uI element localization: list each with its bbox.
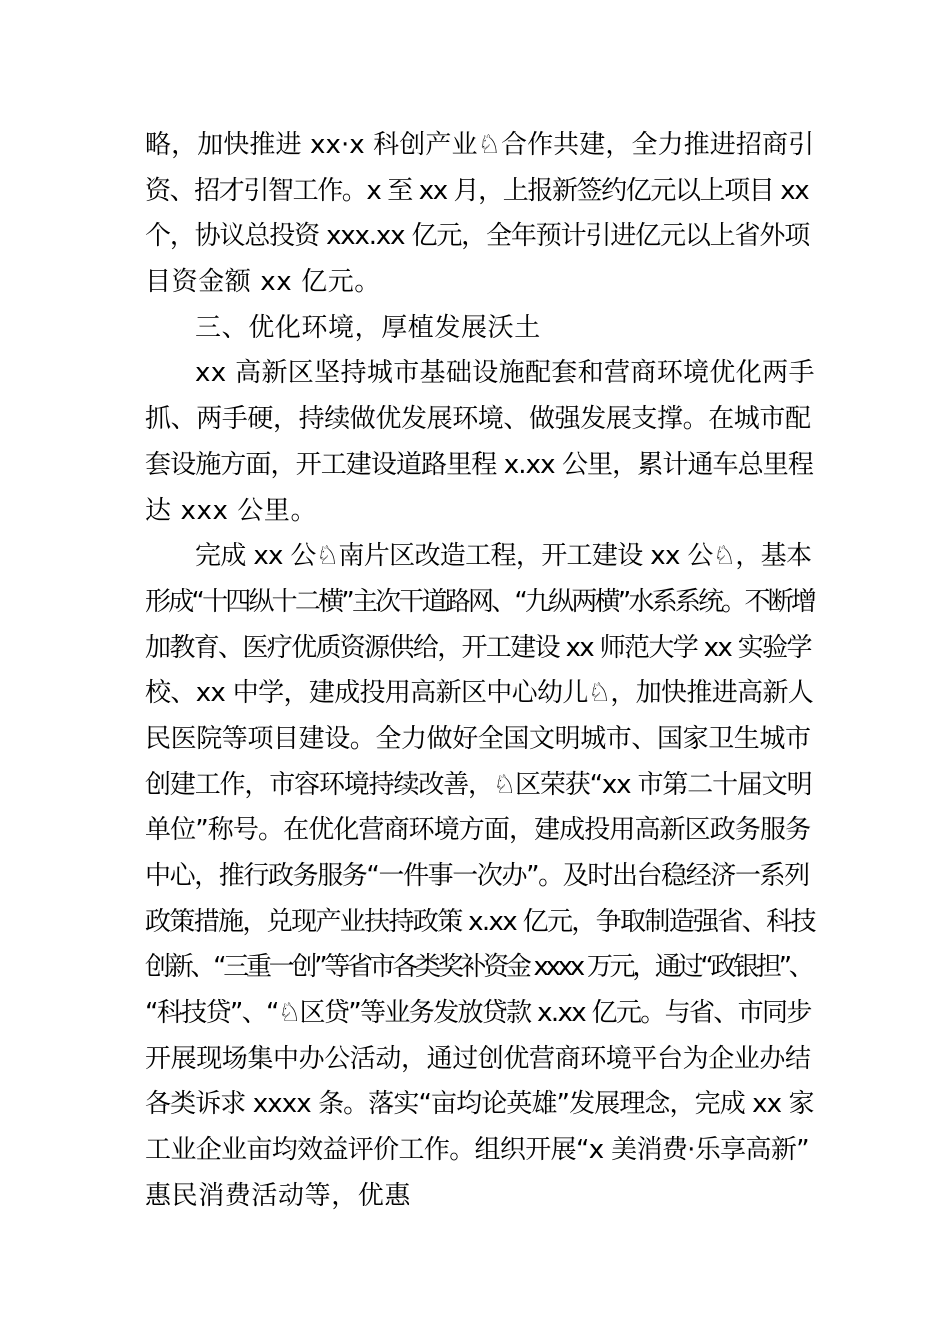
text-line: 完成 xx 公♘南片区改造工程，开工建设 xx 公♘，基本	[195, 541, 812, 571]
text-line: “科技贷”、“♘区贷”等业务发放贷款 x.xx 亿元。与省、市同步	[145, 998, 811, 1028]
text-line: xx 高新区坚持城市基础设施配套和营商环境优化两手	[195, 358, 815, 388]
text-line: 工业企业亩均效益评价工作。组织开展“x 美消费·乐享高新”	[145, 1135, 810, 1165]
text-line: 政策措施，兑现产业扶持政策 x.xx 亿元，争取制造强省、科技	[145, 907, 815, 937]
text-line: 惠民消费活动等，优惠	[145, 1181, 412, 1211]
text-line: 加教育、医疗优质资源供给，开工建设 xx 师范大学 xx 实验学	[145, 633, 811, 663]
text-line: 中心，推行政务服务“一件事一次办”。及时出台稳经济一系列	[145, 861, 809, 891]
section-heading: 三、优化环境，厚植发展沃土	[195, 313, 541, 343]
text-line: 达 xxx 公里。	[145, 496, 318, 526]
text-line: 略，加快推进 xx·x 科创产业♘合作共建，全力推进招商引	[145, 130, 815, 160]
text-line: 目资金额 xx 亿元。	[145, 267, 381, 297]
text-line: 民医院等项目建设。全力做好全国文明城市、国家卫生城市	[145, 724, 811, 754]
text-line: 创建工作，市容环境持续改善，♘区荣获“xx 市第二十届文明	[145, 770, 812, 800]
text-line: 资、招才引智工作。x 至 xx 月，上报新签约亿元以上项目 xx	[145, 176, 809, 206]
text-line: 开展现场集中办公活动，通过创优营商环境平台为企业办结	[145, 1044, 811, 1074]
text-line: 单位”称号。在优化营商环境方面，建成投用高新区政务服务	[145, 815, 811, 845]
text-line: 形成“十四纵十二横”主次干道路网、“九纵两横”水系系统。不断增	[145, 587, 815, 617]
text-line: 创新、“三重一创”等省市各类奖补资金 xxxx 万元，通过“政银担”、	[145, 952, 812, 982]
text-line: 套设施方面，开工建设道路里程 x.xx 公里，累计通车总里程	[145, 450, 813, 480]
text-line: 个，协议总投资 xxx.xx 亿元，全年预计引进亿元以上省外项	[145, 221, 810, 251]
text-line: 校、xx 中学，建成投用高新区中心幼儿♘，加快推进高新人	[145, 678, 814, 708]
text-line: 各类诉求 xxxx 条。落实“亩均论英雄”发展理念，完成 xx 家	[145, 1089, 814, 1119]
text-line: 抓、两手硬，持续做优发展环境、做强发展支撑。在城市配	[145, 404, 811, 434]
